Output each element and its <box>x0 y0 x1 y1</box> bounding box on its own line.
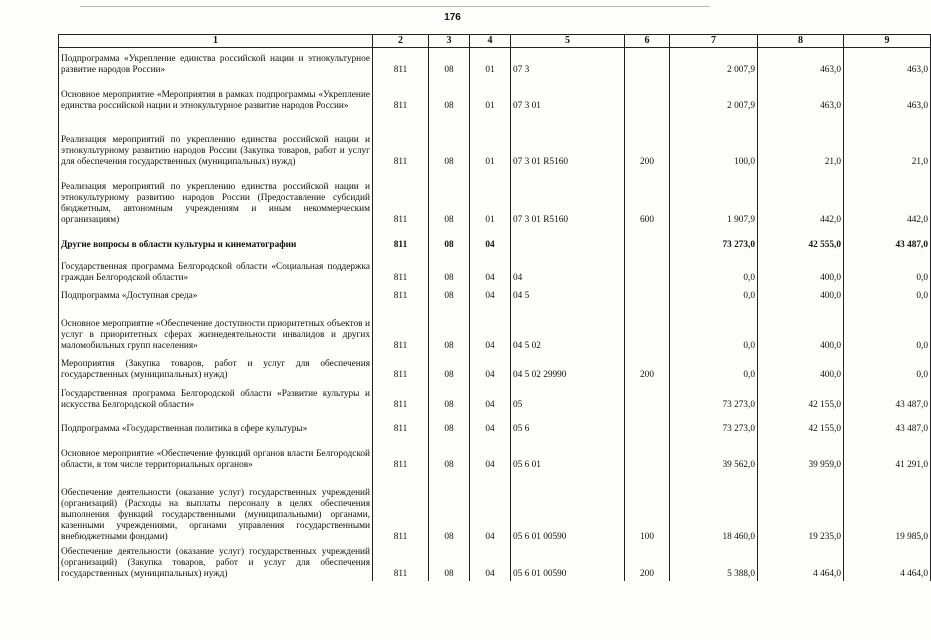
target-article-code: 07 3 01 R5160 <box>511 169 625 227</box>
expense-type-code <box>625 412 670 436</box>
col-header-7: 7 <box>670 35 758 48</box>
amount-year-2: 400,0 <box>758 285 844 303</box>
expense-type-code <box>625 436 670 472</box>
subsection-code: 01 <box>470 47 511 77</box>
chapter-code: 811 <box>373 285 429 303</box>
amount-year-2: 400,0 <box>758 353 844 382</box>
target-article-code: 04 5 <box>511 285 625 303</box>
table-row <box>59 436 931 472</box>
table-row <box>59 252 931 285</box>
amount-year-1: 0,0 <box>670 252 758 285</box>
row-name: Государственная программа Белгородской области «Социальная поддержка граждан Белгородской области» <box>59 252 373 285</box>
subsection-code: 04 <box>470 472 511 544</box>
subsection-code: 01 <box>470 169 511 227</box>
subsection-code: 04 <box>470 285 511 303</box>
chapter-code: 811 <box>373 252 429 285</box>
target-article-code: 05 6 01 00590 <box>511 544 625 581</box>
amount-year-1: 2 007,9 <box>670 47 758 77</box>
chapter-code: 811 <box>373 412 429 436</box>
amount-year-1: 73 273,0 <box>670 382 758 412</box>
table-row <box>59 227 931 252</box>
row-name: Подпрограмма «Укрепление единства российской нации и этнокультурное развитие народов России» <box>59 47 373 77</box>
amount-year-1: 73 273,0 <box>670 412 758 436</box>
amount-year-3: 442,0 <box>844 169 931 227</box>
amount-year-3: 43 487,0 <box>844 227 931 252</box>
target-article-code: 05 <box>511 382 625 412</box>
expense-type-code: 600 <box>625 169 670 227</box>
chapter-code: 811 <box>373 113 429 169</box>
target-article-code: 04 5 02 29990 <box>511 353 625 382</box>
amount-year-2: 4 464,0 <box>758 544 844 581</box>
amount-year-2: 42 155,0 <box>758 412 844 436</box>
row-name: Другие вопросы в области культуры и кинематографии <box>59 227 373 252</box>
amount-year-1: 18 460,0 <box>670 472 758 544</box>
section-code: 08 <box>429 382 470 412</box>
amount-year-2: 442,0 <box>758 169 844 227</box>
chapter-code: 811 <box>373 303 429 353</box>
page-number: 176 <box>444 12 461 23</box>
row-name: Подпрограмма «Государственная политика в сфере культуры» <box>59 412 373 436</box>
subsection-code: 04 <box>470 436 511 472</box>
col-header-1: 1 <box>59 35 373 48</box>
chapter-code: 811 <box>373 47 429 77</box>
amount-year-3: 4 464,0 <box>844 544 931 581</box>
row-name: Реализация мероприятий по укреплению единства российской нации и этнокультурному развитию народов России (Закупка товаров, работ и услуг для обеспечения государственных (муниципальных) нужд) <box>59 113 373 169</box>
col-header-6: 6 <box>625 35 670 48</box>
section-code: 08 <box>429 227 470 252</box>
subsection-code: 04 <box>470 252 511 285</box>
expense-type-code <box>625 303 670 353</box>
col-header-9: 9 <box>844 35 931 48</box>
expense-type-code <box>625 77 670 113</box>
amount-year-3: 463,0 <box>844 47 931 77</box>
column-number-header <box>59 35 931 48</box>
amount-year-3: 0,0 <box>844 285 931 303</box>
table-row <box>59 285 931 303</box>
expense-type-code <box>625 285 670 303</box>
table-row <box>59 382 931 412</box>
row-name: Основное мероприятие «Обеспечение доступности приоритетных объектов и услуг в приоритетных сферах жизнедеятельности инвалидов и других маломобильных групп населения» <box>59 303 373 353</box>
target-article-code: 07 3 01 R5160 <box>511 113 625 169</box>
chapter-code: 811 <box>373 227 429 252</box>
row-name: Подпрограмма «Доступная среда» <box>59 285 373 303</box>
amount-year-2: 400,0 <box>758 252 844 285</box>
col-header-5: 5 <box>511 35 625 48</box>
chapter-code: 811 <box>373 77 429 113</box>
table-row <box>59 303 931 353</box>
expense-type-code: 100 <box>625 472 670 544</box>
table-row <box>59 77 931 113</box>
amount-year-1: 73 273,0 <box>670 227 758 252</box>
budget-table <box>58 34 931 581</box>
target-article-code: 07 3 <box>511 47 625 77</box>
target-article-code: 05 6 <box>511 412 625 436</box>
amount-year-1: 5 388,0 <box>670 544 758 581</box>
chapter-code: 811 <box>373 169 429 227</box>
section-code: 08 <box>429 544 470 581</box>
subsection-code: 04 <box>470 412 511 436</box>
col-header-2: 2 <box>373 35 429 48</box>
amount-year-3: 0,0 <box>844 353 931 382</box>
section-code: 08 <box>429 436 470 472</box>
expense-type-code <box>625 47 670 77</box>
table-row <box>59 412 931 436</box>
amount-year-3: 43 487,0 <box>844 382 931 412</box>
target-article-code: 05 6 01 00590 <box>511 472 625 544</box>
amount-year-2: 463,0 <box>758 77 844 113</box>
col-header-8: 8 <box>758 35 844 48</box>
expense-type-code <box>625 227 670 252</box>
col-header-4: 4 <box>470 35 511 48</box>
section-code: 08 <box>429 113 470 169</box>
amount-year-3: 463,0 <box>844 77 931 113</box>
amount-year-1: 0,0 <box>670 285 758 303</box>
subsection-code: 04 <box>470 303 511 353</box>
section-code: 08 <box>429 412 470 436</box>
amount-year-1: 1 907,9 <box>670 169 758 227</box>
amount-year-2: 42 155,0 <box>758 382 844 412</box>
amount-year-3: 19 985,0 <box>844 472 931 544</box>
table-row <box>59 169 931 227</box>
amount-year-1: 0,0 <box>670 353 758 382</box>
target-article-code: 07 3 01 <box>511 77 625 113</box>
expense-type-code: 200 <box>625 113 670 169</box>
section-code: 08 <box>429 472 470 544</box>
expense-type-code <box>625 252 670 285</box>
expense-type-code <box>625 382 670 412</box>
amount-year-3: 0,0 <box>844 252 931 285</box>
amount-year-1: 100,0 <box>670 113 758 169</box>
row-name: Обеспечение деятельности (оказание услуг) государственных учреждений (организаций) (Закупка товаров, работ и услуг для обеспечения государственных (муниципальных) нужд) <box>59 544 373 581</box>
expense-type-code: 200 <box>625 544 670 581</box>
row-name: Государственная программа Белгородской области «Развитие культуры и искусства Белгородской области» <box>59 382 373 412</box>
amount-year-2: 39 959,0 <box>758 436 844 472</box>
section-code: 08 <box>429 285 470 303</box>
section-code: 08 <box>429 353 470 382</box>
subsection-code: 04 <box>470 544 511 581</box>
amount-year-2: 19 235,0 <box>758 472 844 544</box>
table-row <box>59 113 931 169</box>
row-name: Основное мероприятие «Мероприятия в рамках подпрограммы «Укрепление единства российской нации и этнокультурное развитие народов России» <box>59 77 373 113</box>
subsection-code: 01 <box>470 77 511 113</box>
subsection-code: 04 <box>470 382 511 412</box>
target-article-code: 05 6 01 <box>511 436 625 472</box>
scan-top-rule <box>80 6 710 7</box>
section-code: 08 <box>429 169 470 227</box>
target-article-code <box>511 227 625 252</box>
amount-year-3: 0,0 <box>844 303 931 353</box>
row-name: Мероприятия (Закупка товаров, работ и услуг для обеспечения государственных (муниципальных) нужд) <box>59 353 373 382</box>
table-row <box>59 544 931 581</box>
table-row <box>59 353 931 382</box>
section-code: 08 <box>429 77 470 113</box>
amount-year-3: 41 291,0 <box>844 436 931 472</box>
row-name: Основное мероприятие «Обеспечение функций органов власти Белгородской области, в том числе территориальных органов» <box>59 436 373 472</box>
section-code: 08 <box>429 47 470 77</box>
col-header-3: 3 <box>429 35 470 48</box>
amount-year-3: 21,0 <box>844 113 931 169</box>
expense-type-code: 200 <box>625 353 670 382</box>
amount-year-2: 21,0 <box>758 113 844 169</box>
subsection-code: 01 <box>470 113 511 169</box>
section-code: 08 <box>429 252 470 285</box>
target-article-code: 04 5 02 <box>511 303 625 353</box>
amount-year-1: 0,0 <box>670 303 758 353</box>
amount-year-1: 39 562,0 <box>670 436 758 472</box>
row-name: Обеспечение деятельности (оказание услуг) государственных учреждений (организаций) (Расходы на выплаты персоналу в целях обеспечения выполнения функций государственными (муниципальными) органами, казенными учреждениями, органами управления государственными внебюджетными фондами) <box>59 472 373 544</box>
amount-year-3: 43 487,0 <box>844 412 931 436</box>
chapter-code: 811 <box>373 472 429 544</box>
chapter-code: 811 <box>373 544 429 581</box>
target-article-code: 04 <box>511 252 625 285</box>
row-name: Реализация мероприятий по укреплению единства российской нации и этнокультурному развитию народов России (Предоставление субсидий бюджетным, автономным учреждениям и иным некоммерческим организациям) <box>59 169 373 227</box>
subsection-code: 04 <box>470 353 511 382</box>
subsection-code: 04 <box>470 227 511 252</box>
amount-year-2: 42 555,0 <box>758 227 844 252</box>
chapter-code: 811 <box>373 353 429 382</box>
chapter-code: 811 <box>373 382 429 412</box>
table-body <box>59 47 931 581</box>
amount-year-1: 2 007,9 <box>670 77 758 113</box>
section-code: 08 <box>429 303 470 353</box>
table-row <box>59 47 931 77</box>
amount-year-2: 463,0 <box>758 47 844 77</box>
chapter-code: 811 <box>373 436 429 472</box>
amount-year-2: 400,0 <box>758 303 844 353</box>
table-row <box>59 472 931 544</box>
